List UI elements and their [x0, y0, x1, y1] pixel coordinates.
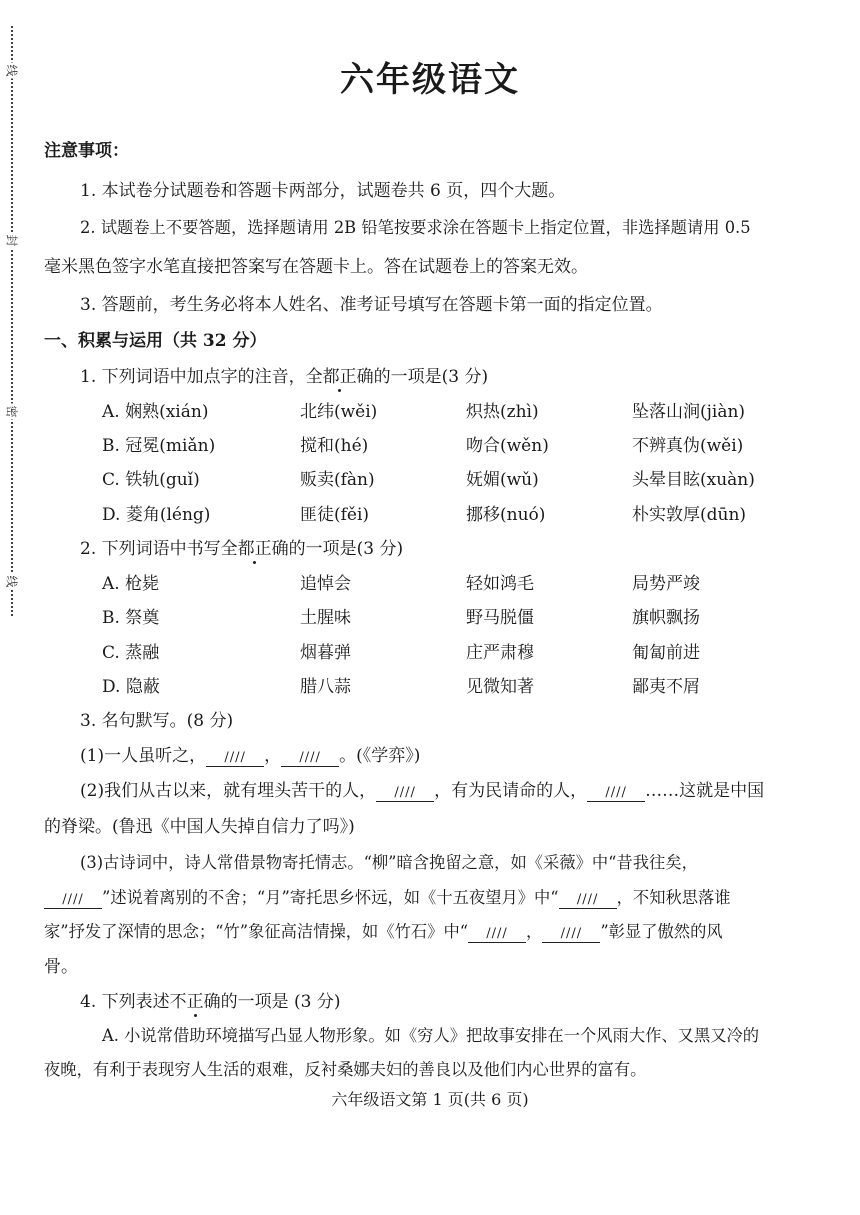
emphasis-dotted: 全都正确 — [220, 539, 289, 559]
answer-blank: //// — [468, 926, 526, 943]
page-title: 六年级语文 — [340, 60, 520, 100]
q1-option-b-item: 吻合(wěn) — [466, 436, 549, 456]
question-3-item-2-cont: 的脊梁。(鲁迅《中国人失掉自信力了吗》) — [44, 817, 355, 837]
emphasis-dotted: 全都正确 — [305, 367, 374, 387]
q2-option-b-item: 野马脱僵 — [466, 608, 534, 628]
question-4-option-a: A. 小说常借助环境描写凸显人物形象。如《穷人》把故事安排在一个风雨大作、又黑又冷的 — [102, 1026, 760, 1045]
question-3-item-3-cont: 骨。 — [44, 957, 78, 977]
q1-option-a-item: 炽热(zhì) — [466, 402, 539, 422]
q2-option-a: A. 枪毙 — [102, 574, 160, 594]
question-4-stem: 4. 下列表述不正确的一项是 (3 分) — [80, 992, 341, 1012]
binding-char: 线 — [4, 575, 19, 588]
question-1-stem: 1. 下列词语中加点字的注音，全都正确的一项是(3 分) — [80, 367, 489, 387]
q1-option-c-item: 贩卖(fàn) — [300, 470, 375, 490]
q2-option-b-item: 土腥味 — [300, 608, 351, 628]
answer-blank: //// — [376, 785, 434, 802]
q2-option-d-item: 腊八蒜 — [300, 677, 351, 697]
q2-option-c: C. 蒸融 — [102, 643, 160, 663]
answer-blank: //// — [281, 750, 339, 767]
q2-option-b: B. 祭奠 — [102, 608, 160, 628]
answer-blank: //// — [559, 892, 617, 909]
q1-option-d-item: 匪徒(fěi) — [300, 505, 370, 525]
binding-dotted-line — [11, 26, 13, 616]
question-3-item-1: (1)一人虽听之， //// ， //// 。(《学弈》) — [80, 746, 421, 766]
q1-option-d-item: 挪移(nuó) — [466, 505, 546, 525]
notice-heading: 注意事项： — [44, 141, 129, 161]
question-3-stem: 3. 名句默写。(8 分) — [80, 711, 234, 731]
question-3-item-2: (2)我们从古以来，就有埋头苦干的人， //// ，有为民请命的人， //// ……这就是中国 — [80, 781, 765, 801]
answer-blank: //// — [587, 785, 645, 802]
page-footer: 六年级语文第 1 页(共 6 页) — [331, 1090, 529, 1109]
q2-option-a-item: 轻如鸿毛 — [466, 574, 534, 594]
q2-option-d-item: 鄙夷不屑 — [632, 677, 700, 697]
answer-blank: //// — [44, 892, 102, 909]
q1-option-b: B. 冠冕(miǎn) — [102, 436, 216, 456]
binding-char: 密 — [4, 405, 19, 418]
question-3-item-3: (3)古诗词中，诗人常借景物寄托情志。“柳”暗含挽留之意，如《采薇》中“昔我往矣， — [80, 853, 698, 872]
answer-blank: //// — [542, 926, 600, 943]
binding-char: 封 — [4, 234, 19, 247]
q1-option-b-item: 搅和(hé) — [300, 436, 369, 456]
q2-option-c-item: 匍匐前进 — [632, 643, 700, 663]
question-2-stem: 2. 下列词语中书写全都正确的一项是(3 分) — [80, 539, 404, 559]
q2-option-a-item: 局势严竣 — [632, 574, 700, 594]
answer-blank: //// — [206, 750, 264, 767]
q1-option-d: D. 菱角(léng) — [102, 505, 211, 525]
q1-option-b-item: 不辨真伪(wěi) — [632, 436, 744, 456]
q1-option-a-item: 北纬(wěi) — [300, 402, 378, 422]
q1-option-c-item: 妩媚(wǔ) — [466, 470, 539, 490]
q2-option-c-item: 庄严肃穆 — [466, 643, 534, 663]
q2-option-c-item: 烟暮弹 — [300, 643, 351, 663]
section-heading: 一、积累与运用（共 32 分） — [44, 331, 267, 351]
notice-item-2-cont: 毫米黑色签字水笔直接把答案写在答题卡上。答在试题卷上的答案无效。 — [44, 257, 588, 277]
q2-option-d: D. 隐蔽 — [102, 677, 160, 697]
notice-item-2: 2. 试题卷上不要答题，选择题请用 2B 铅笔按要求涂在答题卡上指定位置，非选择题请用 0.5 — [80, 218, 751, 237]
binding-char: 线 — [4, 64, 19, 77]
q2-option-d-item: 见微知著 — [466, 677, 534, 697]
emphasis-dotted: 不正确 — [169, 992, 221, 1012]
question-3-item-3-cont: 家”抒发了深情的思念；“竹”象征高洁情操，如《竹石》中“ //// ， //// ”彰显了傲然的风 — [44, 922, 723, 941]
notice-item-1: 1. 本试卷分试题卷和答题卡两部分，试题卷共 6 页，四个大题。 — [80, 181, 566, 201]
q1-option-d-item: 朴实敦厚(dūn) — [632, 505, 747, 525]
q1-option-c-item: 头晕目眩(xuàn) — [632, 470, 755, 490]
q1-option-a: A. 娴熟(xián) — [102, 402, 209, 422]
q2-option-b-item: 旗帜飘扬 — [632, 608, 700, 628]
q1-option-a-item: 坠落山涧(jiàn) — [632, 402, 746, 422]
question-3-item-3-cont: //// ”述说着离别的不舍；“月”寄托思乡怀远，如《十五夜望月》中“ //// ，不知秋思落谁 — [44, 888, 731, 909]
question-4-option-a-cont: 夜晚，有利于表现穷人生活的艰难，反衬桑娜夫妇的善良以及他们内心世界的富有。 — [44, 1060, 647, 1079]
q1-option-c: C. 铁轨(guǐ) — [102, 470, 200, 490]
q2-option-a-item: 追悼会 — [300, 574, 351, 594]
notice-item-3: 3. 答题前，考生务必将本人姓名、准考证号填写在答题卡第一面的指定位置。 — [80, 295, 663, 315]
